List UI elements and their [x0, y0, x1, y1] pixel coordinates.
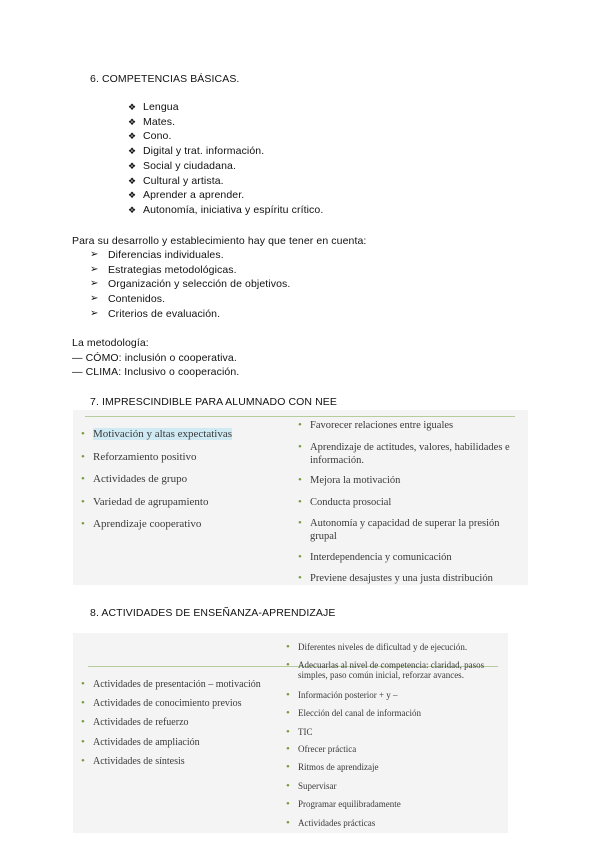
list-item: • Supervisar [286, 780, 337, 792]
bullet-icon: • [298, 551, 302, 563]
list-item: • Adecuarlas al nivel de competencia: claridad, pasos simples, paso común inicial, reforzar avances. [286, 659, 485, 680]
bullet-icon: • [298, 419, 302, 431]
bullet-icon: • [286, 707, 290, 719]
section-7-heading: 7. IMPRESCINDIBLE PARA ALUMNADO CON NEE [90, 396, 338, 408]
arrow-bullet-icon: ➢ [90, 307, 99, 319]
list-item: ➢ Criterios de evaluación. [90, 307, 221, 320]
bullet-icon: • [81, 736, 85, 748]
bullet-icon: • [286, 798, 290, 810]
diamond-bullet-icon: ❖ [128, 190, 137, 201]
bullet-icon: • [81, 451, 85, 463]
bullet-icon: • [298, 517, 302, 529]
list-item: ➢ Estrategias metodológicas. [90, 263, 237, 276]
list-item: • Previene desajustes y una justa distribución [298, 572, 493, 584]
bullet-icon: • [286, 641, 290, 653]
bullet-icon: • [286, 726, 290, 738]
list-item: • Mejora la motivación [298, 474, 401, 486]
section-6-heading: 6. COMPETENCIAS BÁSICAS. [90, 73, 240, 85]
bullet-icon: • [286, 780, 290, 792]
list-item: ❖ Cultural y artista. [128, 174, 224, 187]
diamond-bullet-icon: ❖ [128, 116, 137, 127]
metodologia-title: La metodología: [72, 337, 149, 349]
bullet-icon: • [298, 441, 302, 453]
diamond-bullet-icon: ❖ [128, 146, 137, 157]
list-item: • Información posterior + y – [286, 689, 398, 701]
metodologia-clima: — CLIMA: Inclusivo o cooperación. [72, 366, 240, 379]
list-item: • Actividades de síntesis [81, 755, 185, 767]
list-item: • Diferentes niveles de dificultad y de ejecución. [286, 641, 468, 653]
diamond-bullet-icon: ❖ [128, 131, 137, 142]
list-item: • Actividades de presentación – motivación [81, 678, 261, 690]
section-8-heading: 8. ACTIVIDADES DE ENSEÑANZA-APRENDIZAJE [90, 607, 336, 619]
bullet-icon: • [81, 697, 85, 709]
metodologia-block [72, 336, 239, 380]
list-item: • Motivación y altas expectativas [81, 428, 232, 440]
competencias-list [128, 100, 323, 218]
list-item: • Ritmos de aprendizaje [286, 761, 379, 773]
bullet-icon: • [286, 659, 290, 671]
bullet-icon: • [286, 817, 290, 829]
list-item: ➢ Organización y selección de objetivos. [90, 278, 291, 291]
diamond-bullet-icon: ❖ [128, 175, 137, 186]
bullet-icon: • [286, 761, 290, 773]
diamond-bullet-icon: ❖ [128, 160, 137, 171]
arrow-bullet-icon: ➢ [90, 263, 99, 275]
diamond-bullet-icon: ❖ [128, 204, 137, 215]
list-item: • Conducta prosocial [298, 496, 392, 508]
bullet-icon: • [298, 474, 302, 486]
nee-image [73, 410, 528, 585]
arrow-bullet-icon: ➢ [90, 293, 99, 305]
bullet-icon: • [286, 689, 290, 701]
list-item: • Actividades de conocimiento previos [81, 697, 242, 709]
list-item: ❖ Aprender a aprender. [128, 189, 245, 202]
list-item: • Reforzamiento positivo [81, 451, 197, 463]
bullet-icon: • [81, 473, 85, 485]
list-item: • Autonomía y capacidad de superar la presión grupal [298, 517, 500, 542]
bullet-icon: • [81, 716, 85, 728]
arrow-bullet-icon: ➢ [90, 278, 99, 290]
bullet-icon: • [298, 572, 302, 584]
list-item: • Favorecer relaciones entre iguales [298, 419, 454, 431]
list-item: ❖ Autonomía, iniciativa y espíritu crítico. [128, 203, 324, 216]
list-item: • Aprendizaje cooperativo [81, 518, 202, 530]
desarrollo-list [90, 248, 290, 322]
list-item: ➢ Diferencias individuales. [90, 249, 224, 261]
list-item: • TIC [286, 726, 313, 738]
list-item: • Aprendizaje de actitudes, valores, habilidades e información. [298, 441, 510, 466]
list-item: ❖ Lengua [128, 101, 179, 113]
list-item: • Interdependencia y comunicación [298, 551, 452, 563]
bullet-icon: • [81, 496, 85, 508]
list-item: • Programar equilibradamente [286, 798, 401, 810]
divider [85, 416, 515, 417]
actividades-image [73, 633, 508, 833]
list-item: ➢ Contenidos. [90, 293, 166, 306]
arrow-bullet-icon: ➢ [90, 249, 99, 260]
list-item: • Actividades de grupo [81, 473, 188, 485]
bullet-icon: • [81, 518, 85, 530]
bullet-icon: • [81, 428, 85, 440]
list-item: ❖ Cono. [128, 130, 172, 143]
list-item: • Variedad de agrupamiento [81, 496, 209, 508]
list-item: • Actividades prácticas [286, 817, 376, 829]
list-item: • Actividades de refuerzo [81, 716, 189, 728]
bullet-icon: • [81, 678, 85, 690]
bullet-icon: • [286, 743, 290, 755]
diamond-bullet-icon: ❖ [128, 102, 137, 112]
list-item: • Ofrecer práctica [286, 743, 357, 755]
bullet-icon: • [81, 755, 85, 767]
bullet-icon: • [298, 496, 302, 508]
metodologia-como: — CÓMO: inclusión o cooperativa. [72, 351, 237, 364]
list-item: • Actividades de ampliación [81, 736, 200, 748]
list-item: ❖ Mates. [128, 115, 176, 128]
list-item: ❖ Social y ciudadana. [128, 159, 236, 172]
desarrollo-intro: Para su desarrollo y establecimiento hay que tener en cuenta: [72, 235, 367, 247]
list-item: • Elección del canal de información [286, 707, 421, 719]
list-item: ❖ Digital y trat. información. [128, 145, 265, 158]
